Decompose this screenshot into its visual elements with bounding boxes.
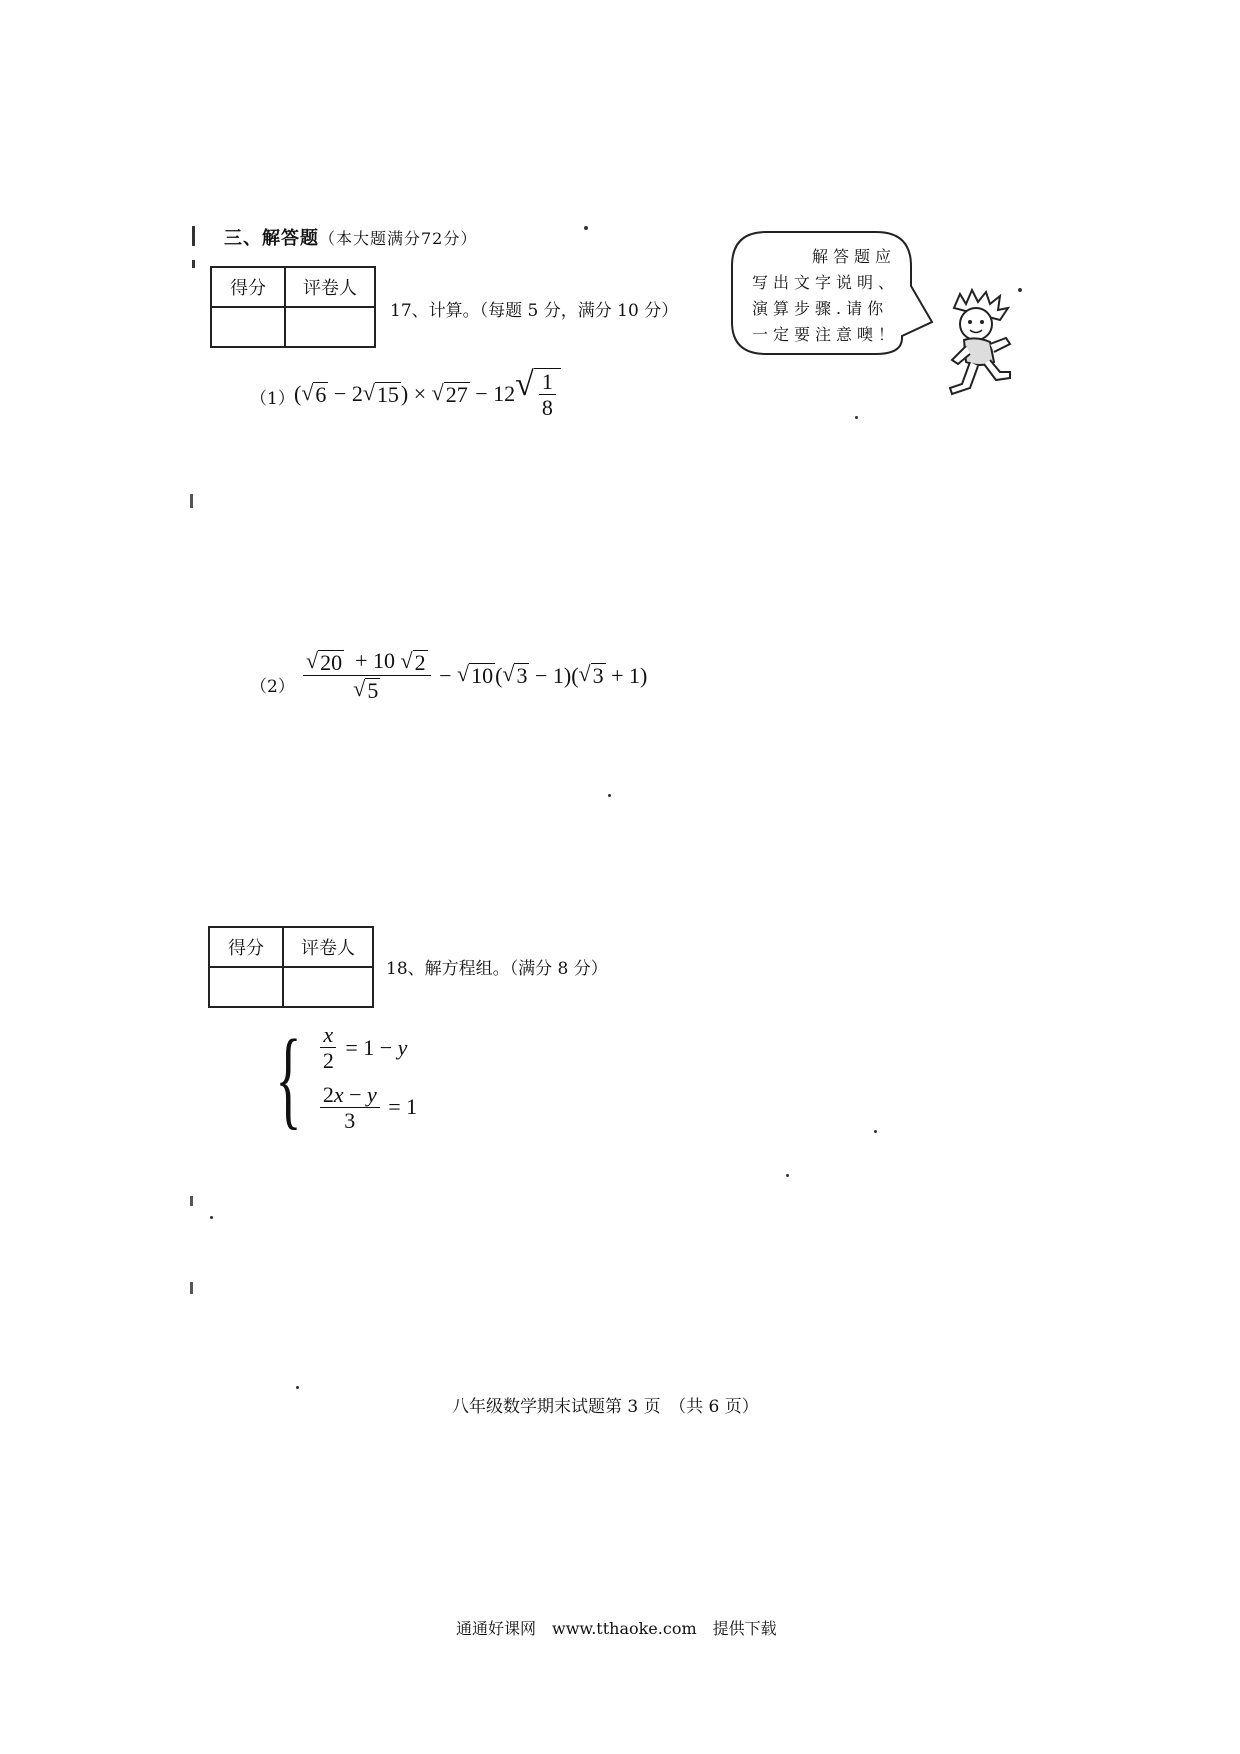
- equation-1: $\frac{x}{2}$ = 1 − y: [317, 1022, 417, 1074]
- grader-cell[interactable]: [283, 967, 373, 1007]
- question-17-part-2-expression: √ 20 + 10 √ 2 √ 5 − √ 10 ( √ 3 − 1)( √ 3 + 1): [300, 648, 647, 703]
- grader-label: 评卷人: [285, 267, 375, 307]
- score-label: 得分: [209, 927, 283, 967]
- margin-mark: [190, 1282, 193, 1294]
- grader-label: 评卷人: [283, 927, 373, 967]
- scan-speck: [584, 226, 588, 230]
- margin-mark: [190, 1196, 193, 1206]
- scan-speck: [1018, 288, 1022, 292]
- bubble-line-3: 演算步骤.请你: [752, 299, 889, 318]
- scan-speck: [855, 416, 858, 419]
- score-cell[interactable]: [211, 307, 285, 347]
- scan-speck: [874, 1130, 877, 1133]
- page-footer: 八年级数学期末试题第 3 页 （共 6 页）: [452, 1397, 759, 1417]
- score-table-18: [208, 926, 374, 1008]
- mascot-icon: [940, 288, 1024, 396]
- equation-2: $\frac{2x - y}{3}$ = 1: [317, 1082, 417, 1134]
- score-label: 得分: [211, 267, 285, 307]
- bubble-line-1: 解答题应: [811, 247, 896, 266]
- scan-speck: [296, 1386, 299, 1389]
- question-18-system: [262, 1016, 418, 1139]
- question-17-part-1-label: （1）: [250, 389, 295, 409]
- brace-icon: {: [275, 1016, 302, 1139]
- scan-speck: [786, 1174, 789, 1177]
- margin-mark: [192, 226, 195, 246]
- margin-mark: [192, 260, 195, 268]
- question-17-part-1-expression: ( √ 6 − 2 √ 15 ) × √ 27 − 12 √ $\frac{1}{8}$: [294, 368, 561, 421]
- scan-speck: [210, 1216, 213, 1219]
- score-cell[interactable]: [209, 967, 283, 1007]
- bubble-line-2: 写出文字说明、: [752, 273, 900, 292]
- scan-speck: [608, 794, 611, 797]
- question-17-part-2-label: （2）: [250, 677, 295, 697]
- margin-mark: [190, 494, 193, 508]
- download-note: 通通好课网 www.tthaoke.com 提供下载: [456, 1619, 777, 1638]
- bubble-text: [752, 244, 902, 348]
- question-18-heading: 18、解方程组。（满分 8 分）: [386, 959, 608, 979]
- question-17-heading: 17、计算。（每题 5 分，满分 10 分）: [390, 301, 679, 321]
- score-table-17: [210, 266, 376, 348]
- section-title-text: 三、解答题: [224, 228, 319, 249]
- section-subtitle: （本大题满分72分）: [319, 229, 478, 248]
- bubble-line-4: 一定要注意噢！: [752, 325, 900, 344]
- section-title: [224, 224, 477, 250]
- grader-cell[interactable]: [285, 307, 375, 347]
